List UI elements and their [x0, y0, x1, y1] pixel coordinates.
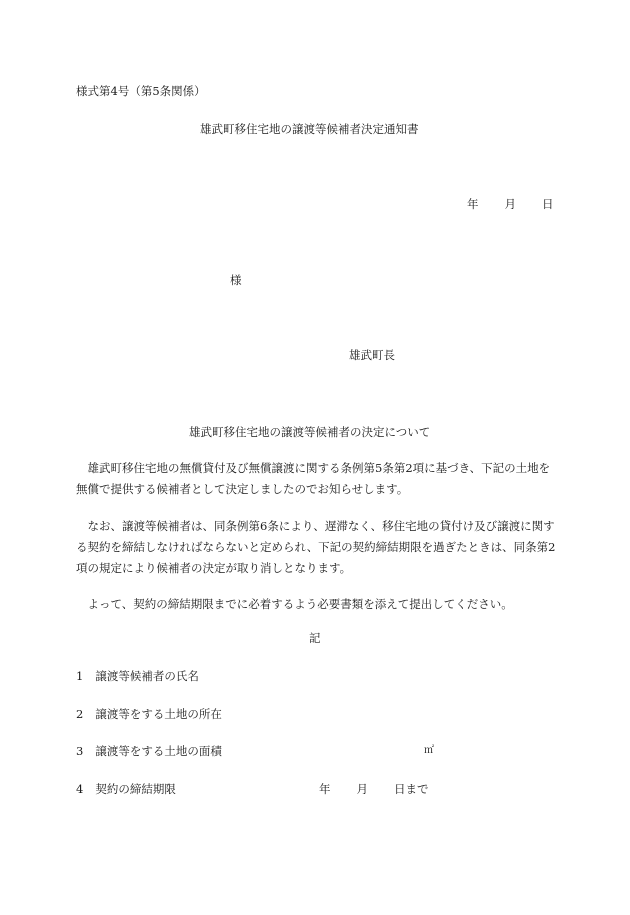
area-unit: ㎡ — [424, 745, 434, 756]
item-number: 2 — [76, 707, 84, 721]
item-number: 1 — [76, 669, 84, 683]
list-item — [76, 746, 222, 758]
deadline-year-label: 年 — [319, 782, 331, 796]
deadline-month-label: 月 — [356, 782, 368, 796]
date-month-label: 月 — [504, 197, 516, 211]
item-label: 契約の締結期限 — [95, 782, 176, 796]
item-number: 3 — [76, 744, 84, 758]
ki-heading: 記 — [309, 631, 321, 645]
issuer-name: 雄武町長 — [349, 348, 395, 362]
body-paragraph-1: 雄武町移住宅地の無償貸付及び無償譲渡に関する条例第5条第2項に基づき、下記の土地を無償で提供する候補者として決定しましたのでお知らせします。 — [76, 461, 551, 496]
list-item — [76, 784, 176, 796]
deadline-date — [319, 784, 429, 796]
item-label: 譲渡等をする土地の所在 — [95, 707, 222, 721]
item-label: 譲渡等候補者の氏名 — [95, 669, 199, 683]
list-item — [76, 671, 199, 683]
item-label: 譲渡等をする土地の面積 — [95, 744, 222, 758]
addressee-suffix: 様 — [230, 273, 242, 287]
date-line — [467, 199, 554, 211]
body-paragraph-3: よって、契約の締結期限までに必着するよう必要書類を添えて提出してください。 — [87, 597, 513, 611]
subject-line: 雄武町移住宅地の譲渡等候補者の決定について — [189, 425, 431, 439]
list-item — [76, 709, 222, 721]
date-year-label: 年 — [467, 197, 479, 211]
form-label: 様式第4号（第5条関係） — [76, 84, 206, 98]
document-title: 雄武町移住宅地の譲渡等候補者決定通知書 — [200, 122, 419, 136]
date-day-label: 日 — [542, 197, 554, 211]
deadline-day-label: 日まで — [394, 782, 429, 796]
body-paragraph-2: なお、譲渡等候補者は、同条例第6条により、遅滞なく、移住宅地の貸付け及び譲渡に関する契約を締結しなければならないと定められ、下記の契約締結期限を過ぎたときは、同条第2項の規定により候補者の決定が取り消しとなります。 — [76, 519, 556, 575]
item-number: 4 — [76, 782, 84, 796]
